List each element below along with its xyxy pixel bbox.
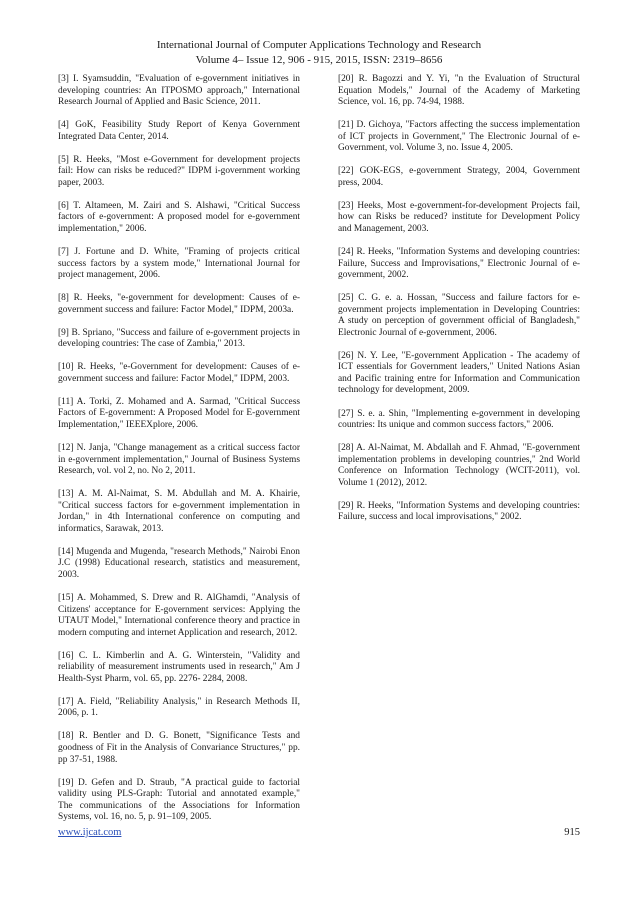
reference-item: [25] C. G. e. a. Hossan, "Success and failure factors for e-government projects implementation in Developing Countries: A study on perception of government official of Bangladesh," Electronic Journal of e-government, 2006. <box>338 293 580 338</box>
issue-info: Volume 4– Issue 12, 906 - 915, 2015, ISSN: 2319–8656 <box>195 54 443 66</box>
reference-item: [8] R. Heeks, "e-government for development: Causes of e-government success and failure: Factor Model," IDPM, 2003a. <box>58 293 300 315</box>
reference-item: [11] A. Torki, Z. Mohamed and A. Sarmad, "Critical Success Factors of E-government: A Proposed Model for E-government Implementation," IEEEXplore, 2006. <box>58 396 300 431</box>
reference-item: [13] A. M. Al-Naimat, S. M. Abdullah and M. A. Khairie, "Critical success factors for e-government implementation in Jordan," in 4th International conference on computing and informatics, Sarawak, 2013. <box>58 489 300 534</box>
reference-item: [9] B. Spriano, "Success and failure of e-government projects in developing countries: The case of Zambia," 2013. <box>58 327 300 350</box>
reference-item: [6] T. Altameen, M. Zairi and S. Alshawi, "Critical Success factors of e-government: A proposed model for e-government implementation," 2006. <box>58 200 300 234</box>
reference-item: [24] R. Heeks, "Information Systems and developing countries: Failure, Success and Improvisations," Electronic Journal of e-government, 2002. <box>338 247 580 281</box>
reference-item: [16] C. L. Kimberlin and A. G. Winterstein, "Validity and reliability of measurement instruments used in research," Am J Health-Syst Pharm, vol. 65, pp. 2276- 2284, 2008. <box>58 650 300 684</box>
reference-item: [17] A. Field, "Reliability Analysis," in Research Methods II, 2006, p. 1. <box>58 696 300 719</box>
reference-item: [28] A. Al-Naimat, M. Abdallah and F. Ahmad, "E-government implementation problems in developing countries," 2nd World Conference on Information Technology (WCIT-2011), vol. Volume 1 (2012), 2012. <box>338 443 580 488</box>
reference-item: [12] N. Janja, "Change management as a critical success factor in e-government implementation," Journal of Business Systems Research, vol. vol 2, no. No 2, 2011. <box>58 443 300 477</box>
reference-item: [22] GOK-EGS, e-government Strategy, 2004, Government press, 2004. <box>338 166 580 188</box>
reference-item: [18] R. Bentler and D. G. Bonett, "Significance Tests and goodness of Fit in the Analysis of Convariance Structures," pp. pp 37-51, 1988. <box>58 731 300 765</box>
reference-item: [27] S. e. a. Shin, "Implementing e-government in developing countries: Its unique and common success factors," 2006. <box>338 408 580 431</box>
reference-item: [14] Mugenda and Mugenda, "research Methods," Nairobi Enon J.C (1998) Educational research, statistics and measurement, 2003. <box>58 546 300 580</box>
page-number: 915 <box>564 827 580 838</box>
references-left-column <box>58 74 300 835</box>
reference-item: [3] I. Syamsuddin, "Evaluation of e-government initiatives in developing countries: An ITPOSMO approach," International Research Journal of Applied and Basic Science, 2011. <box>58 74 300 108</box>
journal-website-link[interactable]: www.ijcat.com <box>58 827 122 838</box>
reference-item: [5] R. Heeks, "Most e-Government for development projects fail: How can risks be reduced?" IDPM i-government working paper, 2003. <box>58 154 300 188</box>
reference-item: [7] J. Fortune and D. White, "Framing of projects critical success factors by a system mode," International Journal for project management, 2006. <box>58 247 300 281</box>
reference-item: [21] D. Gichoya, "Factors affecting the success implementation of ICT projects in Government," The Electronic Journal of e-Government, vol. Volume 3, no. Issue 4, 2005. <box>338 120 580 154</box>
reference-item: [15] A. Mohammed, S. Drew and R. AlGhamdi, "Analysis of Citizens' acceptance for E-government services: Applying the UTAUT Model," International conference theory and practice in modern computing and internet Application and research, 2012. <box>58 593 300 638</box>
page-header <box>0 38 638 68</box>
reference-item: [20] R. Bagozzi and Y. Yi, "n the Evaluation of Structural Equation Models," Journal of the Academy of Marketing Science, vol. 16, pp. 74-94, 1988. <box>338 74 580 108</box>
journal-title: International Journal of Computer Applications Technology and Research <box>156 39 482 51</box>
reference-item: [29] R. Heeks, "Information Systems and developing countries: Failure, success and local improvisations," 2002. <box>338 500 580 523</box>
page-footer <box>58 827 580 838</box>
reference-item: [26] N. Y. Lee, "E-government Application - The academy of ICT essentials for Government leaders," United Nations Asian and Pacific training entre for Information and Communication technology for development, 2009. <box>338 350 580 396</box>
reference-item: [19] D. Gefen and D. Straub, "A practical guide to factorial validity using PLS-Graph: Tutorial and annotated example," The communications of the Associations for Information Systems, vol. 16, no. 5, p. 91–109, 2005. <box>58 777 300 823</box>
reference-item: [10] R. Heeks, "e-Government for development: Causes of e-government success and failure: Factor Model," IDPM, 2003. <box>58 362 300 384</box>
reference-item: [4] GoK, Feasibility Study Report of Kenya Government Integrated Data Center, 2014. <box>58 120 300 142</box>
reference-item: [23] Heeks, Most e-government-for-development Projects fail, how can Risks be reduced? institute for Development Policy and Management, 2003. <box>338 200 580 234</box>
references-right-column <box>338 74 580 535</box>
